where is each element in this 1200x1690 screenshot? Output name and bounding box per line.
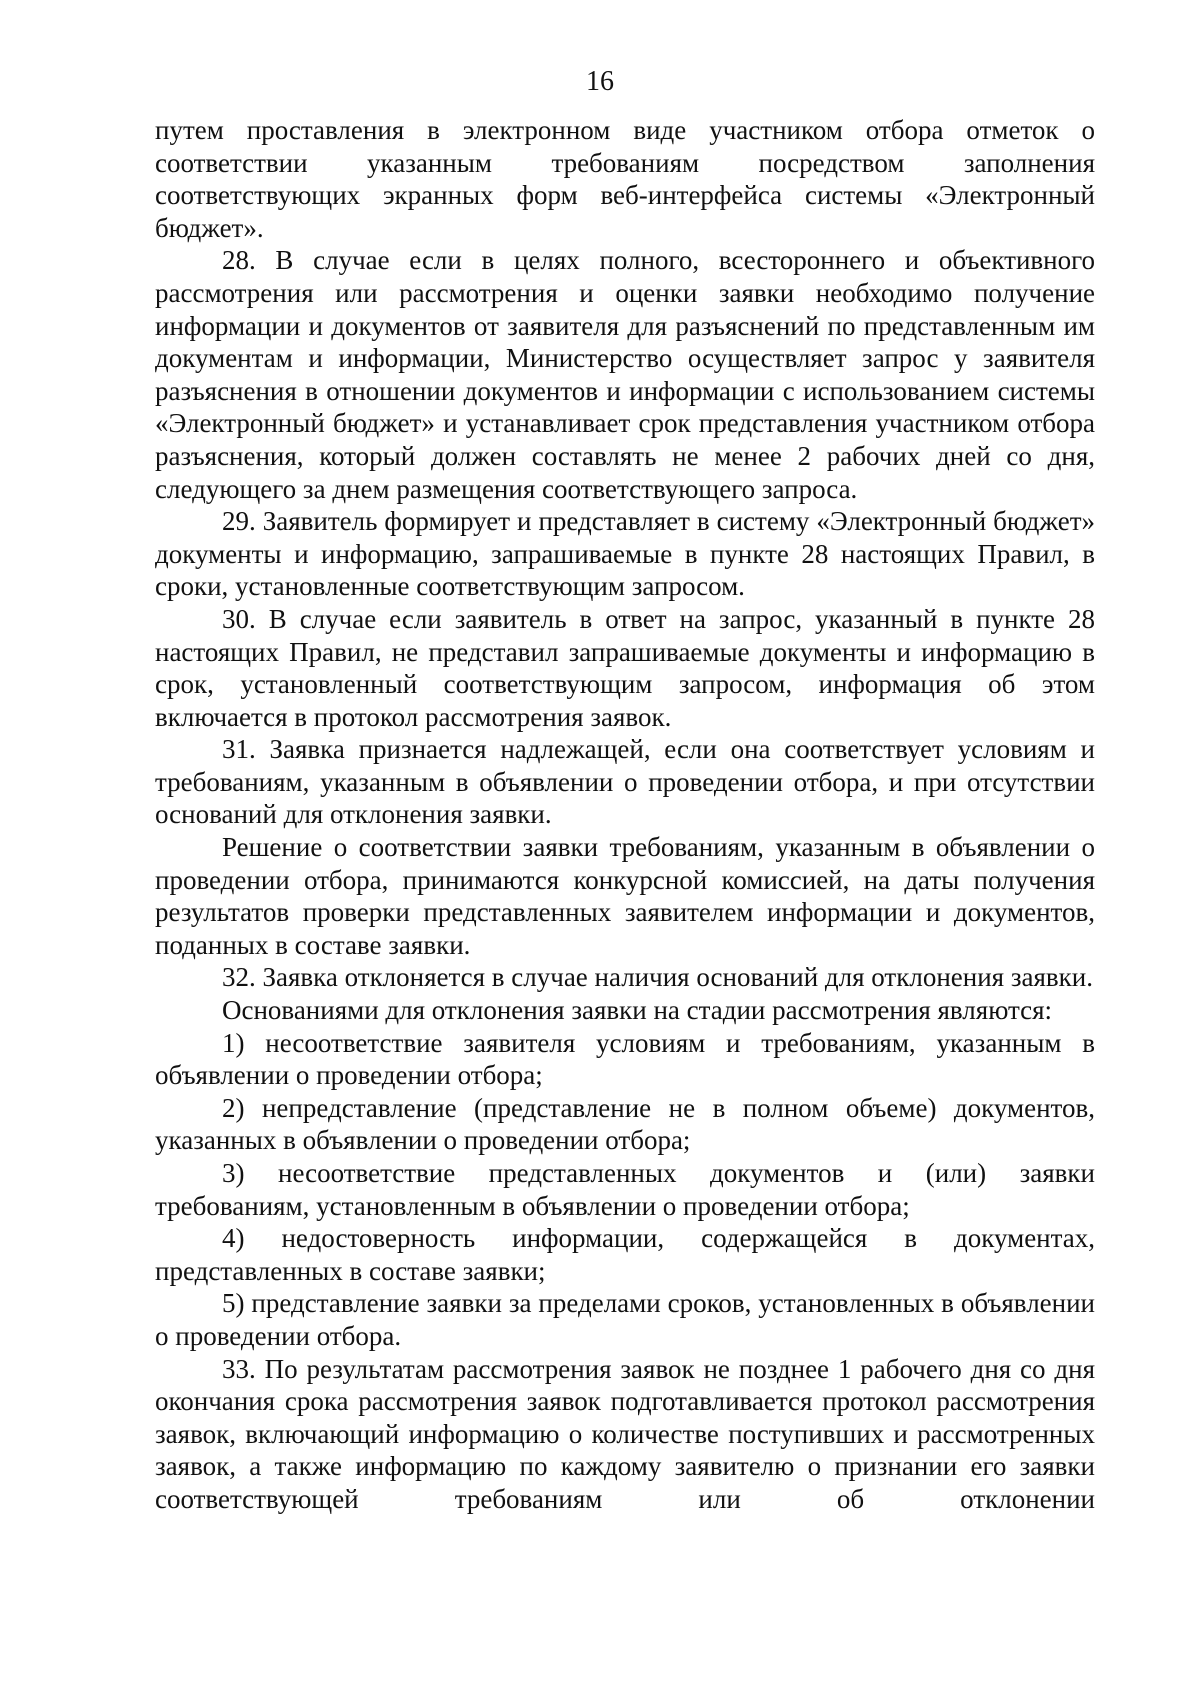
paragraph-8: Основаниями для отклонения заявки на стадии рассмотрения являются: — [222, 995, 1053, 1026]
paragraph-13: 5) представление заявки за пределами сроков, установленных в объявлении о проведении отбора. — [155, 1288, 1095, 1351]
paragraph-7: 32. Заявка отклоняется в случае наличия оснований для отклонения заявки. — [222, 962, 1093, 993]
paragraph-4: 30. В случае если заявитель в ответ на запрос, указанный в пункте 28 настоящих Правил, не представил запрашиваемые документы и информацию в срок, установленный соответствующим запросом, информация об этом включается в протокол рассмотрения заявок. — [155, 603, 1095, 732]
paragraph-12: 4) недостоверность информации, содержащейся в документах, представленных в составе заявки; — [155, 1223, 1095, 1286]
paragraph-1: путем проставления в электронном виде участником отбора отметок о соответствии указанным требованиям посредством заполнения соответствующих экранных форм веб-интерфейса системы «Электронный бюджет». — [155, 115, 1095, 243]
paragraph-10: 2) непредставление (представление не в полном объеме) документов, указанных в объявлении о проведении отбора; — [155, 1092, 1095, 1156]
paragraph-9: 1) несоответствие заявителя условиям и требованиям, указанным в объявлении о проведении отбора; — [155, 1027, 1095, 1091]
page-number: 16 — [586, 66, 614, 97]
paragraph-6: Решение о соответствии заявки требованиям, указанным в объявлении о проведении отбора, принимаются конкурсной комиссией, на даты получения результатов проверки представленных заявителем информации и документов, поданных в составе заявки. — [155, 832, 1095, 960]
paragraph-11: 3) несоответствие представленных документов и (или) заявки требованиям, установленным в объявлении о проведении отбора; — [155, 1158, 1095, 1221]
paragraph-14: 33. По результатам рассмотрения заявок не позднее 1 рабочего дня со дня окончания срока рассмотрения заявок подготавливается протокол рассмотрения заявок, включающий информацию о количестве поступивших и рассмотренных заявок, а также информацию по каждому заявителю о признании его заявки соответствующей требованиям или об отклонении — [155, 1353, 1095, 1514]
document-body — [155, 114, 1095, 1516]
paragraph-5: 31. Заявка признается надлежащей, если она соответствует условиям и требованиям, указанным в объявлении о проведении отбора, и при отсутствии оснований для отклонения заявки. — [155, 734, 1095, 830]
paragraph-3: 29. Заявитель формирует и представляет в систему «Электронный бюджет» документы и информацию, запрашиваемые в пункте 28 настоящих Правил, в сроки, установленные соответствующим запросом. — [155, 506, 1095, 602]
paragraph-2: 28. В случае если в целях полного, всестороннего и объективного рассмотрения или рассмотрения и оценки заявки необходимо получение информации и документов от заявителя для разъяснений по представленным им документам и информации, Министерство осуществляет запрос у заявителя разъяснения в отношении документов и информации с использованием системы «Электронный бюджет» и устанавливает срок представления участником отбора разъяснения, который должен составлять не менее 2 рабочих дней со дня, следующего за днем размещения соответствующего запроса. — [155, 245, 1095, 504]
